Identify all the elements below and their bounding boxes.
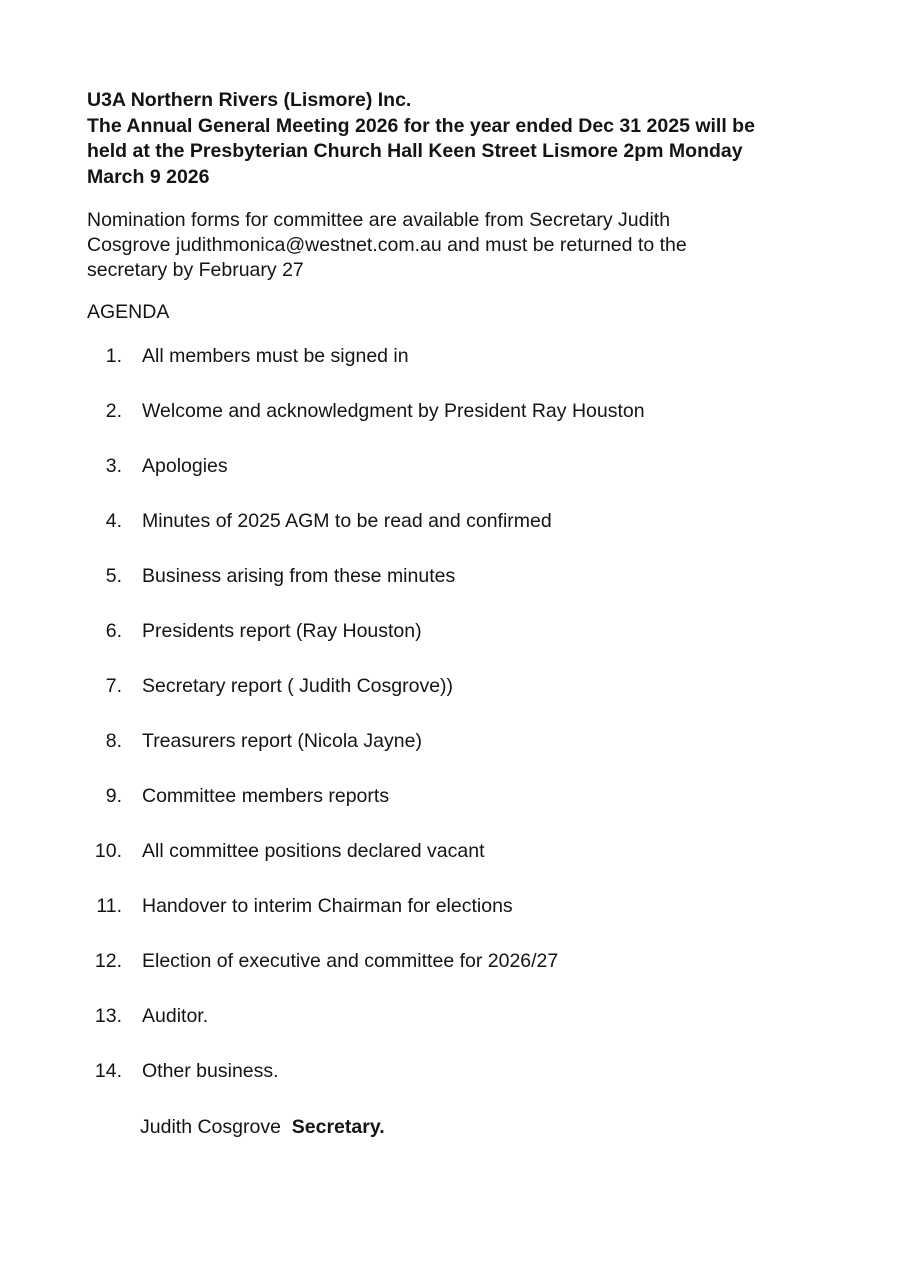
agenda-item: [0, 563, 909, 589]
agenda-item-number: 14.: [94, 1060, 122, 1082]
agenda-item: [0, 948, 909, 974]
agenda-item-number: 12.: [94, 950, 122, 972]
agenda-item-number: 2.: [105, 400, 122, 422]
agenda-item-number: 9.: [105, 785, 122, 807]
agenda-item-text: Secretary report ( Judith Cosgrove)): [142, 675, 454, 697]
agenda-item-number: 10.: [94, 840, 122, 862]
signature-block: [140, 1114, 385, 1140]
agenda-item-text: Auditor.: [142, 1005, 209, 1027]
agenda-item-number: 3.: [105, 455, 122, 477]
meeting-date: March 9 2026: [87, 165, 210, 188]
agenda-item-text: Other business.: [142, 1060, 279, 1082]
agenda-item-number: 8.: [105, 730, 122, 752]
meeting-announcement-line: held at the Presbyterian Church Hall Keen Street Lismore 2pm Monday: [87, 140, 743, 162]
agenda-item: [0, 1058, 909, 1084]
agenda-item-number: 6.: [105, 620, 122, 642]
agenda-item-text: Business arising from these minutes: [142, 565, 456, 587]
agenda-item: [0, 728, 909, 754]
agenda-item: [0, 673, 909, 699]
agenda-item-text: Election of executive and committee for 2026/27: [142, 950, 559, 972]
agenda-item: [0, 398, 909, 424]
nomination-text: Cosgrove judithmonica@westnet.com.au and must be returned to the: [87, 234, 687, 256]
agenda-item-text: Treasurers report (Nicola Jayne): [142, 730, 422, 752]
agenda-item-text: Welcome and acknowledgment by President Ray Houston: [142, 400, 645, 422]
agenda-item-number: 1.: [105, 345, 122, 367]
agenda-item: [0, 508, 909, 534]
agenda-item-number: 5.: [105, 565, 122, 587]
meeting-announcement-line: The Annual General Meeting 2026 for the year ended Dec 31 2025 will be: [87, 114, 755, 137]
agenda-item-number: 11.: [96, 895, 122, 917]
agenda-item-number: 4.: [105, 510, 122, 532]
nomination-text: Nomination forms for committee are available from Secretary Judith: [87, 209, 671, 231]
agenda-item: [0, 838, 909, 864]
agenda-item-number: 7.: [105, 675, 122, 697]
agenda-item: [0, 343, 909, 369]
agenda-title: AGENDA: [87, 301, 170, 323]
signatory-name: Judith Cosgrove: [140, 1116, 281, 1138]
agenda-item-text: Minutes of 2025 AGM to be read and confirmed: [142, 510, 552, 532]
agenda-item: [0, 893, 909, 919]
agenda-item-text: All committee positions declared vacant: [142, 840, 485, 862]
agenda-item-text: Committee members reports: [142, 785, 390, 807]
agenda-item-text: All members must be signed in: [142, 345, 409, 367]
agenda-item: [0, 453, 909, 479]
signatory-role: Secretary.: [291, 1116, 385, 1138]
agenda-item: [0, 618, 909, 644]
agenda-item-text: Handover to interim Chairman for elections: [142, 895, 513, 917]
agenda-item-text: Presidents report (Ray Houston): [142, 620, 422, 642]
agenda-item-text: Apologies: [142, 455, 228, 477]
agenda-item-number: 13.: [94, 1005, 122, 1027]
organisation-name: U3A Northern Rivers (Lismore) Inc.: [87, 89, 412, 111]
nomination-text: secretary by February 27: [87, 259, 304, 281]
agenda-item: [0, 1003, 909, 1029]
agenda-item: [0, 783, 909, 809]
